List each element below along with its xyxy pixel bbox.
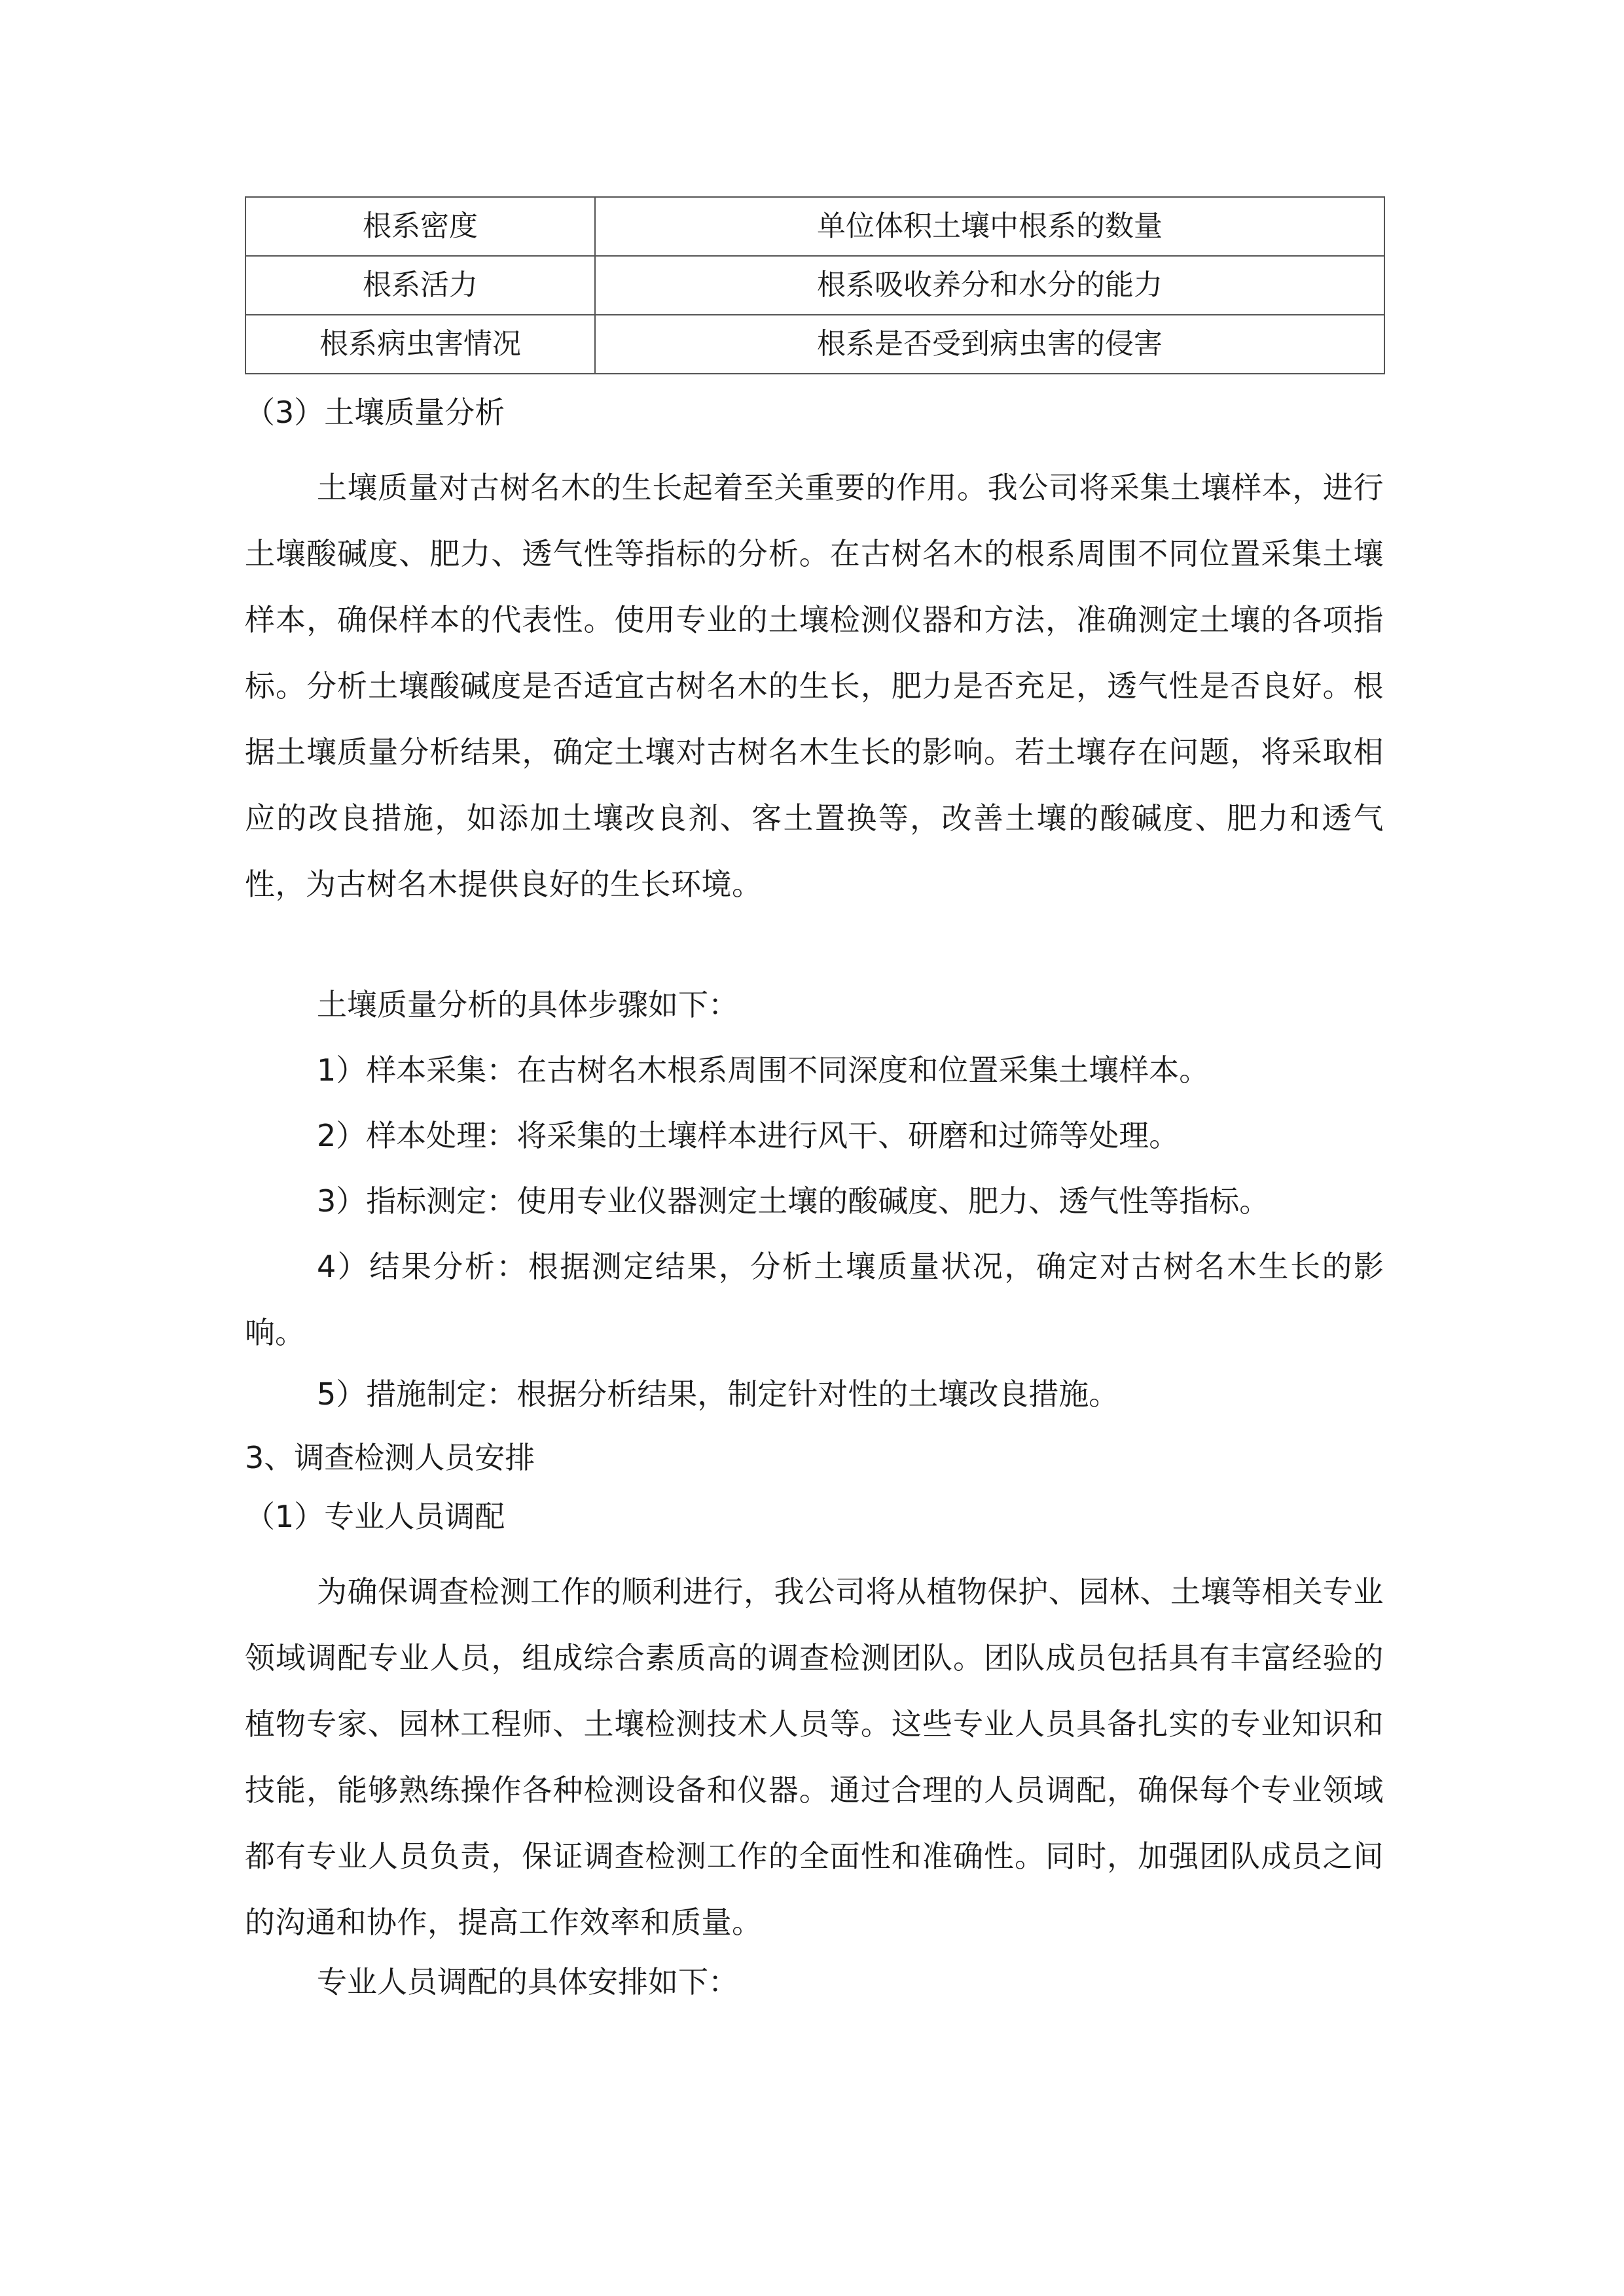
table-row — [245, 197, 1384, 256]
step-item: 5）措施制定：根据分析结果，制定针对性的土壤改良措施。 — [317, 1376, 1119, 1412]
step-item: 4）结果分析：根据测定结果，分析土壤质量状况，确定对古树名木生长的影响。 — [245, 1249, 1384, 1350]
table-cell-name: 根系密度 — [245, 197, 595, 256]
subheading-staff-allocation: （1）专业人员调配 — [245, 1499, 505, 1534]
section-heading-staff: 3、调查检测人员安排 — [245, 1440, 535, 1475]
section-heading-soil-quality: （3）土壤质量分析 — [245, 395, 505, 430]
steps-intro: 土壤质量分析的具体步骤如下： — [317, 987, 738, 1022]
step-item: 2）样本处理：将采集的土壤样本进行风干、研磨和过筛等处理。 — [317, 1118, 1180, 1153]
root-indicator-table — [245, 196, 1385, 374]
soil-quality-paragraph: 土壤质量对古树名木的生长起着至关重要的作用。我公司将采集土壤样本，进行土壤酸碱度、肥力、透气性等指标的分析。在古树名木的根系周围不同位置采集土壤样本，确保样本的代表性。使用专业的土壤检测仪器和方法，准确测定土壤的各项指标。分析土壤酸碱度是否适宜古树名木的生长，肥力是否充足，透气性是否良好。根据土壤质量分析结果，确定土壤对古树名木生长的影响。若土壤存在问题，将采取相应的改良措施，如添加土壤改良剂、客土置换等，改善土壤的酸碱度、肥力和透气性，为古树名木提供良好的生长环境。 — [245, 470, 1384, 902]
table-cell-desc: 根系是否受到病虫害的侵害 — [595, 315, 1384, 374]
step-item: 1）样本采集：在古树名木根系周围不同深度和位置采集土壤样本。 — [317, 1052, 1210, 1088]
table-row — [245, 315, 1384, 374]
document-page — [245, 196, 1384, 2000]
table-cell-desc: 单位体积土壤中根系的数量 — [595, 197, 1384, 256]
staff-paragraph: 为确保调查检测工作的顺利进行，我公司将从植物保护、园林、土壤等相关专业领域调配专业人员，组成综合素质高的调查检测团队。团队成员包括具有丰富经验的植物专家、园林工程师、土壤检测技术人员等。这些专业人员具备扎实的专业知识和技能，能够熟练操作各种检测设备和仪器。通过合理的人员调配，确保每个专业领域都有专业人员负责，保证调查检测工作的全面性和准确性。同时，加强团队成员之间的沟通和协作，提高工作效率和质量。 — [245, 1574, 1384, 1940]
table-cell-name: 根系活力 — [245, 256, 595, 315]
table-row — [245, 256, 1384, 315]
step-item: 3）指标测定：使用专业仪器测定土壤的酸碱度、肥力、透气性等指标。 — [317, 1183, 1270, 1219]
table-cell-desc: 根系吸收养分和水分的能力 — [595, 256, 1384, 315]
arrangement-intro: 专业人员调配的具体安排如下： — [317, 1964, 738, 2000]
table-cell-name: 根系病虫害情况 — [245, 315, 595, 374]
